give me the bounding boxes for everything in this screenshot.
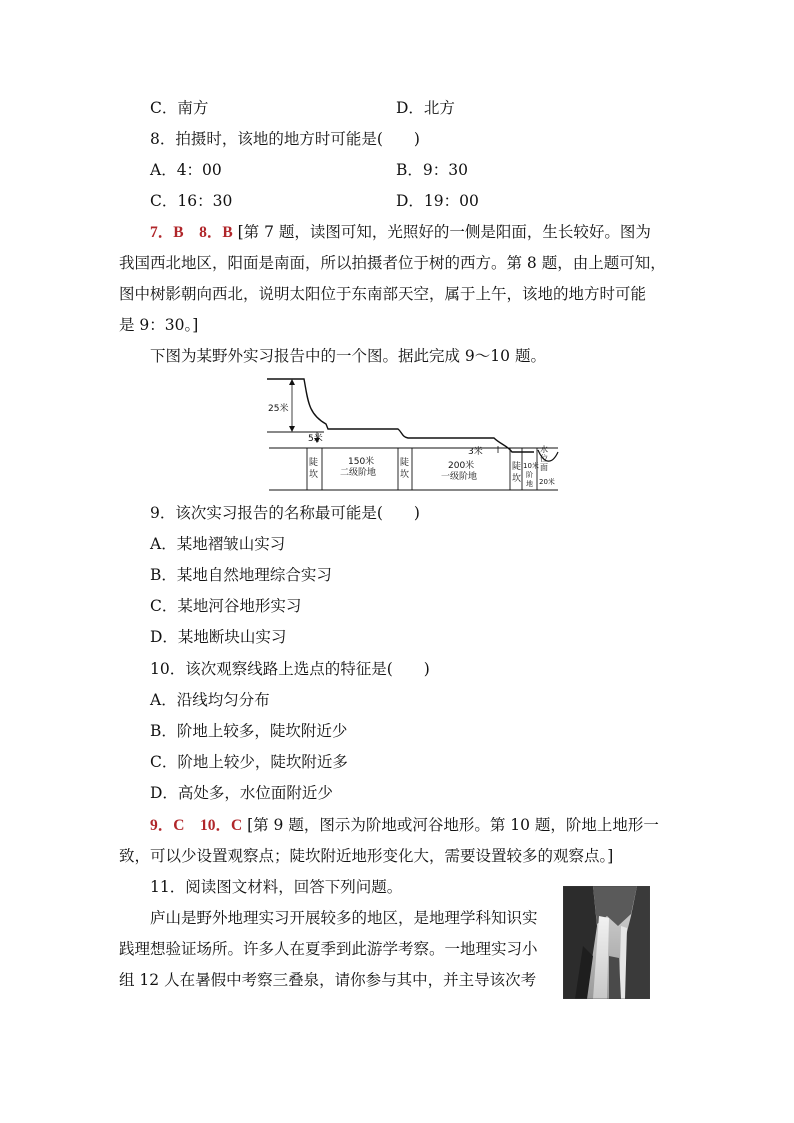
answer-9-10-text: [第 9 题，图示为阶地或河谷地形。第 10 题，阶地上地形一 [247, 816, 659, 834]
terrace-profile-diagram [262, 374, 562, 492]
label-scarp1-1: 陡 [309, 458, 319, 468]
label-5m: 5米 [308, 434, 323, 444]
q9-option-b: B．某地自然地理综合实习 [150, 566, 332, 584]
q8-option-b: B．9：30 [396, 161, 468, 179]
q11-stem: 11．阅读图文材料，回答下列问题。 [150, 878, 403, 896]
label-terrace0-1: 阶 [526, 471, 533, 479]
label-terrace2-width: 150米 [348, 457, 375, 467]
q11-paragraph-line2: 践理想验证场所。许多人在夏季到此游学考察。一地理实习小 [119, 940, 538, 958]
waterfall-photo [563, 886, 650, 999]
label-scarp2-2: 坎 [400, 470, 410, 480]
label-terrace1-name: 一级阶地 [441, 472, 478, 482]
label-water-3: 面 [540, 463, 548, 472]
q10-stem: 10．该次观察线路上选点的特征是( ) [150, 660, 430, 678]
label-25m: 25米 [268, 404, 289, 414]
answer-7-8-line3: 图中树影朝向西北，说明太阳位于东南部天空，属于上午，该地的地方时可能 [119, 285, 647, 303]
label-3m: 3米 [468, 447, 483, 457]
answer-7-8-line4: 是 9：30。] [119, 316, 199, 334]
answer-9-10-line1 [150, 815, 659, 836]
q9-stem: 9．该次实习报告的名称最可能是( ) [150, 504, 420, 522]
q10-option-b: B．阶地上较多，陡坎附近少 [150, 722, 348, 740]
label-scarp3-1: 陡 [512, 462, 522, 472]
label-terrace2-name: 二级阶地 [340, 468, 377, 478]
q8-option-c: C．16：30 [150, 192, 233, 210]
q10-option-d: D．高处多，水位面附近少 [150, 784, 333, 802]
intro-9-10: 下图为某野外实习报告中的一个图。据此完成 9～10 题。 [150, 347, 546, 365]
label-terrace0-2: 地 [526, 480, 533, 488]
label-terrace1-width: 200米 [448, 461, 475, 471]
label-water-1: 水 [540, 445, 548, 454]
q10-option-a: A．沿线均匀分布 [150, 691, 270, 709]
label-terrace0-width: 10米 [523, 462, 539, 470]
q9-option-d: D．某地断块山实习 [150, 628, 287, 646]
answer-9-10-line2: 致，可以少设置观察点；陡坎附近地形变化大，需要设置较多的观察点。] [119, 847, 614, 865]
q8-option-a: A．4：00 [150, 161, 222, 179]
arrow-down-icon [289, 426, 295, 432]
q9-option-c: C．某地河谷地形实习 [150, 597, 302, 615]
q7-option-d: D．北方 [396, 99, 455, 117]
answer-7-8-text: [第 7 题，读图可知，光照好的一侧是阳面，生长较好。图为 [237, 223, 651, 241]
label-water-2: 位 [540, 454, 548, 463]
q8-option-d: D．19：00 [396, 192, 479, 210]
label-scarp2-1: 陡 [400, 458, 410, 468]
answer-key-9-10: 9．C 10．C [150, 817, 243, 834]
label-river-width: 20米 [539, 478, 555, 486]
q7-option-c: C．南方 [150, 99, 209, 117]
q9-option-a: A．某地褶皱山实习 [150, 535, 286, 553]
answer-key-7-8: 7．B 8．B [150, 224, 233, 241]
q10-option-c: C．阶地上较少，陡坎附近多 [150, 753, 348, 771]
answer-7-8-line1 [150, 222, 651, 243]
q11-paragraph-line1: 庐山是野外地理实习开展较多的地区，是地理学科知识实 [150, 909, 538, 927]
q11-paragraph-line3: 组 12 人在暑假中考察三叠泉，请你参与其中，并主导该次考 [119, 971, 537, 989]
label-scarp3-2: 坎 [512, 474, 522, 484]
answer-7-8-line2: 我国西北地区，阳面是南面，所以拍摄者位于树的西方。第 8 题，由上题可知， [119, 254, 666, 272]
q8-stem: 8．拍摄时，该地的地方时可能是( ) [150, 130, 420, 148]
label-scarp1-2: 坎 [309, 470, 319, 480]
arrow-up-icon [289, 379, 295, 385]
